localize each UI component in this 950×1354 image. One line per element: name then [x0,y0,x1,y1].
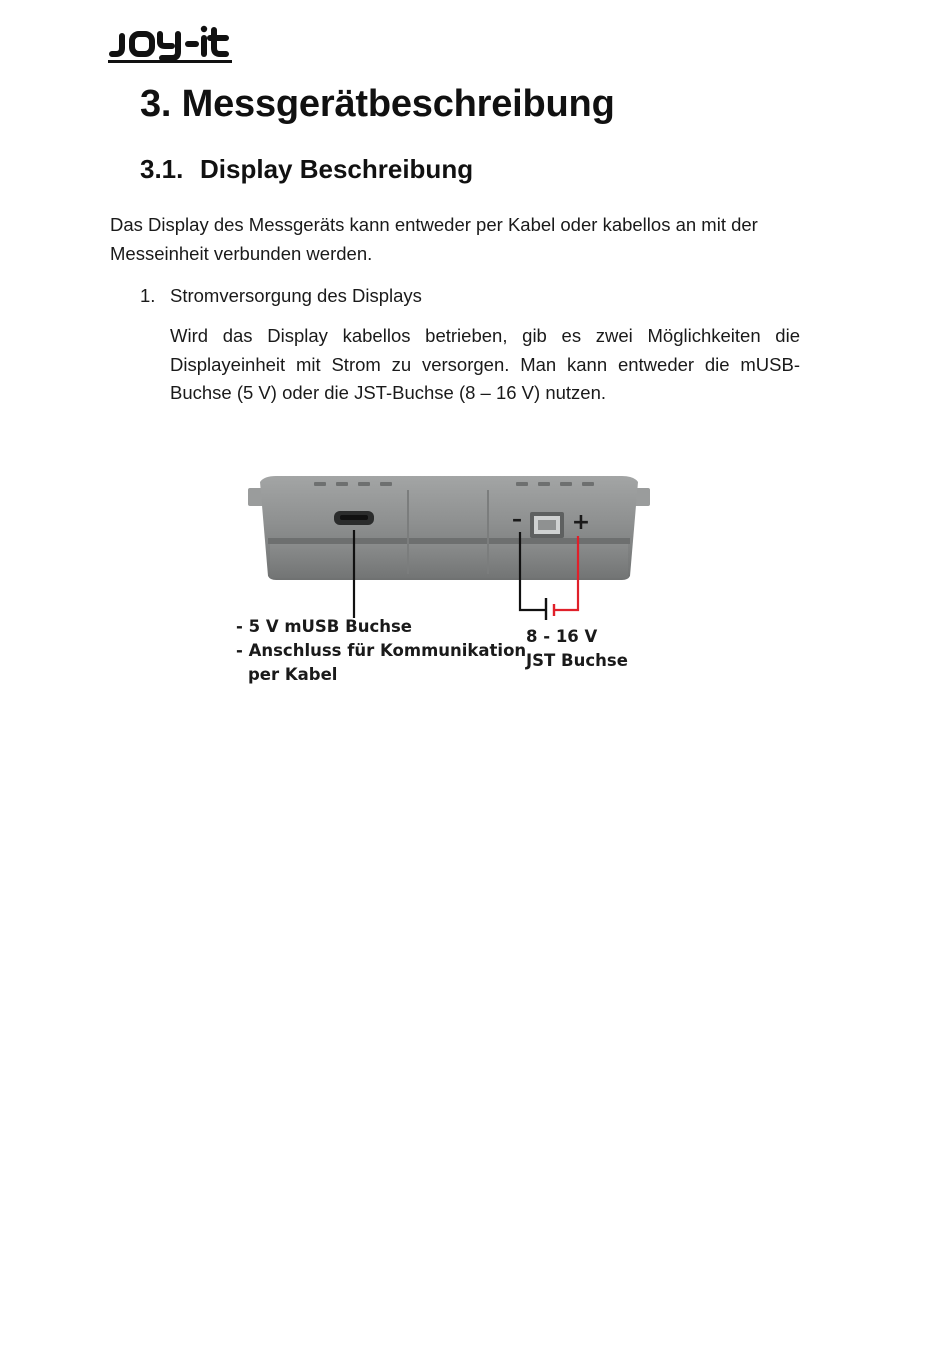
list-item-title: Stromversorgung des Displays [170,285,422,306]
usb-label-voltage: - 5 V mUSB Buchse [236,617,412,636]
section-heading: 3. Messgerätbeschreibung [140,83,615,125]
jst-label-name: JST Buchse [526,651,628,670]
list-item [140,282,820,310]
joy-it-logo [108,22,232,66]
usb-label-cable: per Kabel [248,665,338,684]
usb-label-communication: - Anschluss für Kommunikation [236,641,527,660]
device-port-figure [230,468,670,688]
minus-sign: – [512,507,522,531]
list-item-text: Wird das Display kabellos betrieben, gib es zwei Möglichkeiten die Displayeinheit mit Strom zu versorgen. Man kann entweder die mUSB-Buchse (5 V) oder die JST-Buchse (8 – 16 V) nutzen. [170,325,800,403]
micro-usb-port [334,511,374,525]
plus-sign: + [571,510,591,535]
subsection-number: 3.1. [140,154,184,184]
intro-paragraph: Das Display des Messgeräts kann entweder per Kabel oder kabellos an mit der Messeinheit verbunden werden. [110,214,758,264]
jst-label-voltage: 8 - 16 V [526,627,598,646]
subsection-heading [140,154,473,185]
subsection-title: Display Beschreibung [200,154,474,184]
list-item-number: 1. [140,285,156,306]
jst-port [530,512,564,538]
